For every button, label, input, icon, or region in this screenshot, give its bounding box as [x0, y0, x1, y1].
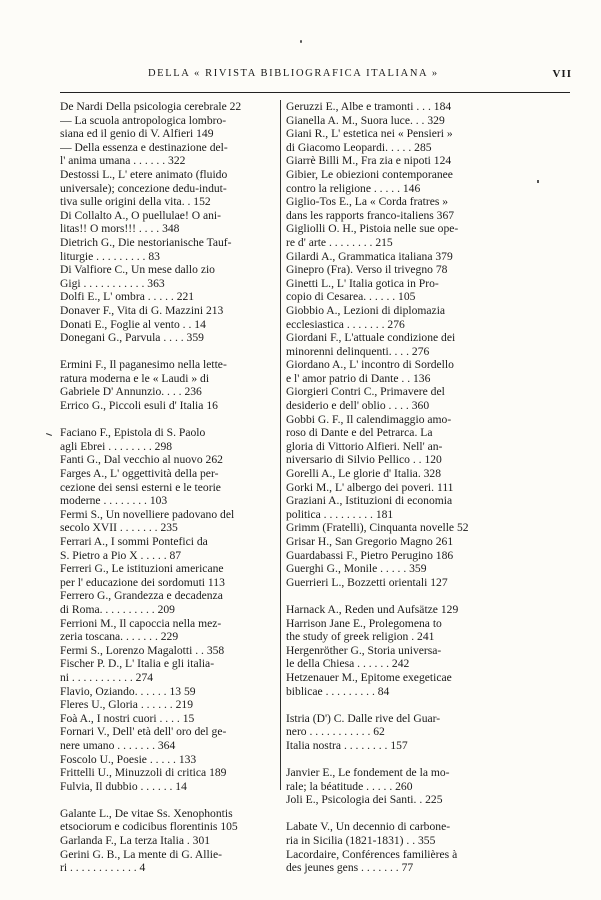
index-entry-text: Ermini F., Il paganesimo nella lette- [60, 358, 227, 372]
index-entry-text: agli Ebrei . . . . . . . . 298 [60, 439, 173, 453]
index-entry [286, 848, 514, 862]
index-entry-text: Ferrari A., I sommi Pontefici da [60, 535, 208, 548]
index-entry-text: Ginetti L., L' Italia gotica in Pro- [286, 276, 439, 290]
index-entry-text: Grisar H., San Gregorio Magno 261 [286, 535, 454, 548]
index-entry-text: Foscolo U., Poesie . . . . . 133 [60, 752, 197, 766]
margin-pencil-mark [46, 433, 52, 436]
page-header [60, 68, 572, 86]
index-entry [286, 671, 514, 685]
index-entry-text: Guardabassi F., Pietro Perugino 186 [286, 548, 454, 562]
index-entry [286, 780, 514, 794]
index-entry-text: Giarrè Billi M., Fra zia e nipoti 124 [286, 154, 452, 168]
index-entry [286, 114, 514, 128]
header-rule [60, 92, 570, 93]
index-entry-text: copio di Cesarea. . . . . . 105 [286, 290, 416, 304]
index-entry [60, 671, 274, 685]
index-entry-text: Donaver F., Vita di G. Mazzini 213 [60, 303, 224, 317]
index-entry [286, 861, 514, 875]
index-entry-text: Fanti G., Dal vecchio al nuovo 262 [60, 453, 223, 467]
index-entry-text: niversario di Silvio Pellico . . 120 [286, 453, 442, 467]
index-entry [60, 426, 274, 440]
index-entry-text: etsociorum e codicibus florentinis 105 [60, 820, 238, 834]
index-entry-text: contro la religione . . . . . 146 [286, 181, 421, 195]
index-entry [60, 195, 274, 209]
section-gap [286, 589, 514, 603]
index-entry [286, 222, 514, 236]
index-entry-text: Fleres U., Gloria . . . . . . 219 [60, 698, 193, 712]
index-entry-text: dans les rapports franco-italiens 367 [286, 208, 455, 222]
index-entry-text: Joli E., Psicologia dei Santi. . 225 [286, 793, 443, 807]
index-entry [286, 372, 514, 386]
index-entry [286, 304, 514, 318]
section-gap [286, 807, 514, 821]
index-entry-text: cezione dei sensi esterni e le teorie [60, 480, 221, 494]
index-entry-text: gloria di Vittorio Alfieri. Nell' an- [286, 439, 443, 453]
index-entry-text: Di Collalto A., O puellulae! O ani- [60, 208, 221, 222]
index-entry [286, 127, 514, 141]
index-entry [286, 331, 514, 345]
index-entry-text: nere umano . . . . . . . 364 [60, 738, 176, 752]
index-entry [60, 508, 274, 522]
index-entry [60, 861, 274, 875]
section-gap [60, 793, 274, 807]
index-entry-text: minorenni delinquenti. . . . 276 [286, 344, 430, 358]
index-entry-text: Janvier E., Le fondement de la mo- [286, 766, 450, 780]
index-entry-text: Donegani G., Parvula . . . . 359 [60, 331, 204, 345]
index-entry-text: Giobbio A., Lezioni di diplomazia [286, 303, 446, 317]
index-entry [286, 603, 514, 617]
index-entry-text: Fornari V., Dell' età dell' oro del ge- [60, 725, 227, 739]
index-entry-text: Gilardi A., Grammatica italiana 379 [286, 249, 453, 263]
index-entry [60, 222, 274, 236]
column-divider [280, 100, 281, 790]
index-entry-text: De Nardi Della psicologia cerebrale 22 [60, 100, 242, 113]
index-entry-text: Flavio, Oziando. . . . . . 13 59 [60, 684, 196, 698]
index-entry-text: Labate V., Un decennio di carbone- [286, 820, 451, 834]
index-entry [60, 263, 274, 277]
index-entry-text: ratura moderna e le « Laudi » di [60, 371, 210, 385]
index-entry [286, 440, 514, 454]
index-entry-text: l' anima umana . . . . . . 322 [60, 154, 186, 168]
index-entry [60, 250, 274, 264]
index-entry [286, 657, 514, 671]
index-entry [286, 576, 514, 590]
index-entry [286, 467, 514, 481]
index-entry-text: Ferrioni M., Il capoccia nella mez- [60, 616, 222, 630]
index-entry-text: — Della essenza e destinazione del- [60, 140, 228, 154]
index-entry-text: le della Chiesa . . . . . . 242 [286, 657, 410, 671]
index-entry [60, 100, 274, 114]
index-entry [60, 617, 274, 631]
index-entry [286, 481, 514, 495]
index-entry-text: Dietrich G., Die nestorianische Tauf- [60, 235, 232, 249]
index-entry [60, 589, 274, 603]
index-entry [286, 385, 514, 399]
index-entry [60, 562, 274, 576]
index-entry [60, 209, 274, 223]
index-entry-text: Gabriele D' Annunzio. . . . 236 [60, 385, 202, 399]
index-entry [286, 141, 514, 155]
index-entry-text: Gigi . . . . . . . . . . . 363 [60, 276, 165, 290]
index-entry-text: siana ed il genio di V. Alfieri 149 [60, 127, 214, 141]
index-entry-text: Gobbi G. F., Il calendimaggio amo- [286, 412, 452, 426]
ink-speck [300, 40, 302, 43]
index-entry [60, 481, 274, 495]
index-entry-text: Destossi L., L' etere animato (fluido [60, 167, 228, 181]
index-entry [60, 154, 274, 168]
index-entry-text: zeria toscana. . . . . . . 229 [60, 630, 179, 644]
index-entry-text: S. Pietro a Pio X . . . . . 87 [60, 548, 182, 562]
index-entry [286, 250, 514, 264]
index-entry [60, 549, 274, 563]
index-entry-text: ni . . . . . . . . . . . 274 [60, 670, 154, 684]
index-entry [60, 494, 274, 508]
index-entry [60, 739, 274, 753]
index-entry-text: Di Valfiore C., Un mese dallo zio [60, 263, 215, 277]
index-entry-text: the study of greek religion . 241 [286, 630, 435, 644]
index-entry [286, 766, 514, 780]
index-entry [60, 576, 274, 590]
index-entry [286, 793, 514, 807]
index-entry [60, 127, 274, 141]
index-entry [60, 780, 274, 794]
index-entry [286, 413, 514, 427]
index-entry [286, 535, 514, 549]
index-entry [286, 685, 514, 699]
index-entry-text: Fermi S., Un novelliere padovano del [60, 507, 235, 521]
index-entry-text: di Roma. . . . . . . . . . 209 [60, 602, 175, 616]
index-entry [286, 820, 514, 834]
index-entry-text: Italia nostra . . . . . . . . 157 [286, 738, 408, 752]
section-gap [286, 753, 514, 767]
index-entry [286, 345, 514, 359]
index-entry-text: universale); concezione dedu-indut- [60, 181, 227, 195]
index-entry-text: Gerini G. B., La mente di G. Allie- [60, 847, 222, 861]
index-entry [60, 290, 274, 304]
index-entry [60, 657, 274, 671]
index-entry-text: tiva sulle origini della vita. . 152 [60, 195, 211, 209]
index-entry-text: Graziani A., Istituzioni di economia [286, 494, 453, 508]
index-entry [60, 114, 274, 128]
index-column-left [60, 100, 274, 875]
index-entry [286, 100, 514, 114]
index-entry [286, 562, 514, 576]
index-entry-text: Fermi S., Lorenzo Magalotti . . 358 [60, 643, 225, 657]
index-entry-text: Farges A., L' oggettività della per- [60, 467, 219, 481]
index-entry-text: rale; la béatitude . . . . . 260 [286, 779, 413, 793]
index-entry [286, 195, 514, 209]
index-entry-text: roso di Dante e del Petrarca. La [286, 426, 433, 440]
index-entry [60, 385, 274, 399]
index-entry [60, 318, 274, 332]
section-gap [286, 698, 514, 712]
index-entry-text: desiderio e dell' oblio . . . . 360 [286, 399, 430, 413]
index-entry-text: Gorelli A., Le glorie d' Italia. 328 [286, 467, 442, 481]
index-entry [60, 277, 274, 291]
index-entry-text: Lacordaire, Conférences familières à [286, 847, 458, 861]
index-entry-text: di Giacomo Leopardi. . . . . 285 [286, 140, 432, 154]
index-entry [60, 535, 274, 549]
index-entry [60, 630, 274, 644]
index-entry [60, 521, 274, 535]
index-entry [286, 644, 514, 658]
index-entry-text: Ferreri G., Le istituzioni americane [60, 562, 224, 576]
index-entry [60, 372, 274, 386]
index-entry [60, 807, 274, 821]
index-entry [60, 453, 274, 467]
index-entry-text: Giglio-Tos E., La « Corda fratres » [286, 195, 449, 209]
index-entry [60, 141, 274, 155]
index-entry-text: Giordano A., L' incontro di Sordello [286, 358, 454, 372]
index-entry-text: des jeunes gens . . . . . . . 77 [286, 861, 414, 875]
index-entry-text: biblicae . . . . . . . . . 84 [286, 684, 390, 698]
index-entry [60, 304, 274, 318]
index-entry [60, 820, 274, 834]
index-entry-text: — La scuola antropologica lombro- [60, 113, 227, 127]
index-entry-text: Istria (D') C. Dalle rive del Guar- [286, 711, 441, 725]
index-entry [286, 739, 514, 753]
index-entry-text: nero . . . . . . . . . . . 62 [286, 725, 385, 739]
index-entry [286, 617, 514, 631]
index-entry-text: Giorgieri Contri C., Primavere del [286, 385, 445, 399]
index-entry [60, 725, 274, 739]
index-entry-text: moderne . . . . . . . . 103 [60, 494, 168, 508]
index-entry-text: Geruzzi E., Albe e tramonti . . . 184 [286, 100, 452, 113]
index-entry-text: Grimm (Fratelli), Cinquanta novelle 52 [286, 521, 469, 535]
index-entry [286, 182, 514, 196]
index-entry-text: ri . . . . . . . . . . . . 4 [60, 861, 146, 875]
index-entry-text: Foà A., I nostri cuori . . . . 15 [60, 711, 195, 725]
index-entry-text: Frittelli U., Minuzzoli di critica 189 [60, 766, 227, 780]
index-entry [60, 712, 274, 726]
index-entry-text: Garlanda F., La terza Italia . 301 [60, 834, 211, 848]
index-entry-text: Gibier, Le obiezioni contemporanee [286, 167, 453, 181]
index-entry [286, 263, 514, 277]
index-entry-text: litas!! O mors!!! . . . . 348 [60, 222, 180, 236]
index-entry-text: Ferrero G., Grandezza e decadenza [60, 589, 223, 603]
index-entry [286, 453, 514, 467]
section-gap [60, 345, 274, 359]
index-entry [60, 685, 274, 699]
index-entry [60, 399, 274, 413]
index-entry-text: ria in Sicilia (1821-1831) . . 355 [286, 834, 436, 848]
index-entry-text: Giordani F., L'attuale condizione dei [286, 331, 456, 345]
index-entry-text: Dolfi E., L' ombra . . . . . 221 [60, 290, 195, 304]
index-entry-text: Faciano F., Epistola di S. Paolo [60, 426, 206, 440]
index-entry [286, 712, 514, 726]
index-entry [60, 440, 274, 454]
index-entry-text: per l' educazione dei sordomuti 113 [60, 575, 225, 589]
index-entry [286, 494, 514, 508]
index-entry [60, 467, 274, 481]
index-entry [286, 236, 514, 250]
index-entry [286, 154, 514, 168]
index-entry-text: Giani R., L' estetica nei « Pensieri » [286, 127, 453, 141]
index-entry [60, 834, 274, 848]
index-column-right [286, 100, 514, 875]
index-entry [286, 834, 514, 848]
index-entry-text: Guerrieri L., Bozzetti orientali 127 [286, 575, 448, 589]
index-entry-text: liturgie . . . . . . . . . 83 [60, 249, 160, 263]
index-entry [286, 358, 514, 372]
index-entry-text: Harrison Jane E., Prolegomena to [286, 616, 442, 630]
index-entry-text: Hetzenauer M., Epitome exegeticae [286, 670, 452, 684]
index-entry-text: Gigliolli O. H., Pistoia nelle sue ope- [286, 222, 459, 236]
index-entry [60, 766, 274, 780]
index-entry-text: Harnack A., Reden und Aufsätze 129 [286, 602, 459, 616]
running-title: DELLA « RIVISTA BIBLIOGRAFICA ITALIANA » [148, 68, 439, 79]
index-entry-text: e l' amor patrio di Dante . . 136 [286, 371, 431, 385]
index-entry [286, 725, 514, 739]
index-entry-text: Errico G., Piccoli esuli d' Italia 16 [60, 399, 218, 413]
page-number: VII [552, 68, 572, 80]
index-entry [286, 168, 514, 182]
margin-ink-speck [537, 180, 539, 183]
index-entry-text: Fulvia, Il dubbio . . . . . . 14 [60, 779, 187, 793]
index-entry [60, 331, 274, 345]
index-entry-text: secolo XVII . . . . . . . 235 [60, 521, 178, 535]
index-entry [60, 358, 274, 372]
index-entry [60, 603, 274, 617]
section-gap [60, 413, 274, 427]
index-entry [286, 426, 514, 440]
index-entry [60, 753, 274, 767]
index-entry [286, 508, 514, 522]
index-entry [286, 521, 514, 535]
index-entry [286, 630, 514, 644]
index-entry-text: Donati E., Foglie al vento . . 14 [60, 317, 206, 331]
index-entry [286, 277, 514, 291]
index-entry-text: re d' arte . . . . . . . . 215 [286, 235, 393, 249]
index-entry [60, 236, 274, 250]
index-entry [286, 209, 514, 223]
index-entry-text: Galante L., De vitae Ss. Xenophontis [60, 806, 233, 820]
index-entry [286, 549, 514, 563]
index-entry [60, 848, 274, 862]
index-entry [286, 318, 514, 332]
index-entry [286, 399, 514, 413]
index-entry [60, 182, 274, 196]
index-entry-text: politica . . . . . . . . . 181 [286, 507, 394, 521]
index-entry [60, 168, 274, 182]
index-entry-text: Gorki M., L' albergo dei poveri. 111 [286, 480, 454, 494]
index-entry [60, 644, 274, 658]
index-entry-text: Gianella A. M., Suora luce. . . 329 [286, 113, 445, 127]
index-entry [60, 698, 274, 712]
index-entry-text: Fischer P. D., L' Italia e gli italia- [60, 657, 215, 671]
index-entry-text: ecclesiastica . . . . . . . 276 [286, 317, 405, 331]
index-entry-text: Hergenröther G., Storia universa- [286, 643, 442, 657]
index-entry-text: Guerghi G., Monile . . . . . 359 [286, 562, 427, 576]
index-entry-text: Ginepro (Fra). Verso il trivegno 78 [286, 263, 448, 277]
index-entry [286, 290, 514, 304]
